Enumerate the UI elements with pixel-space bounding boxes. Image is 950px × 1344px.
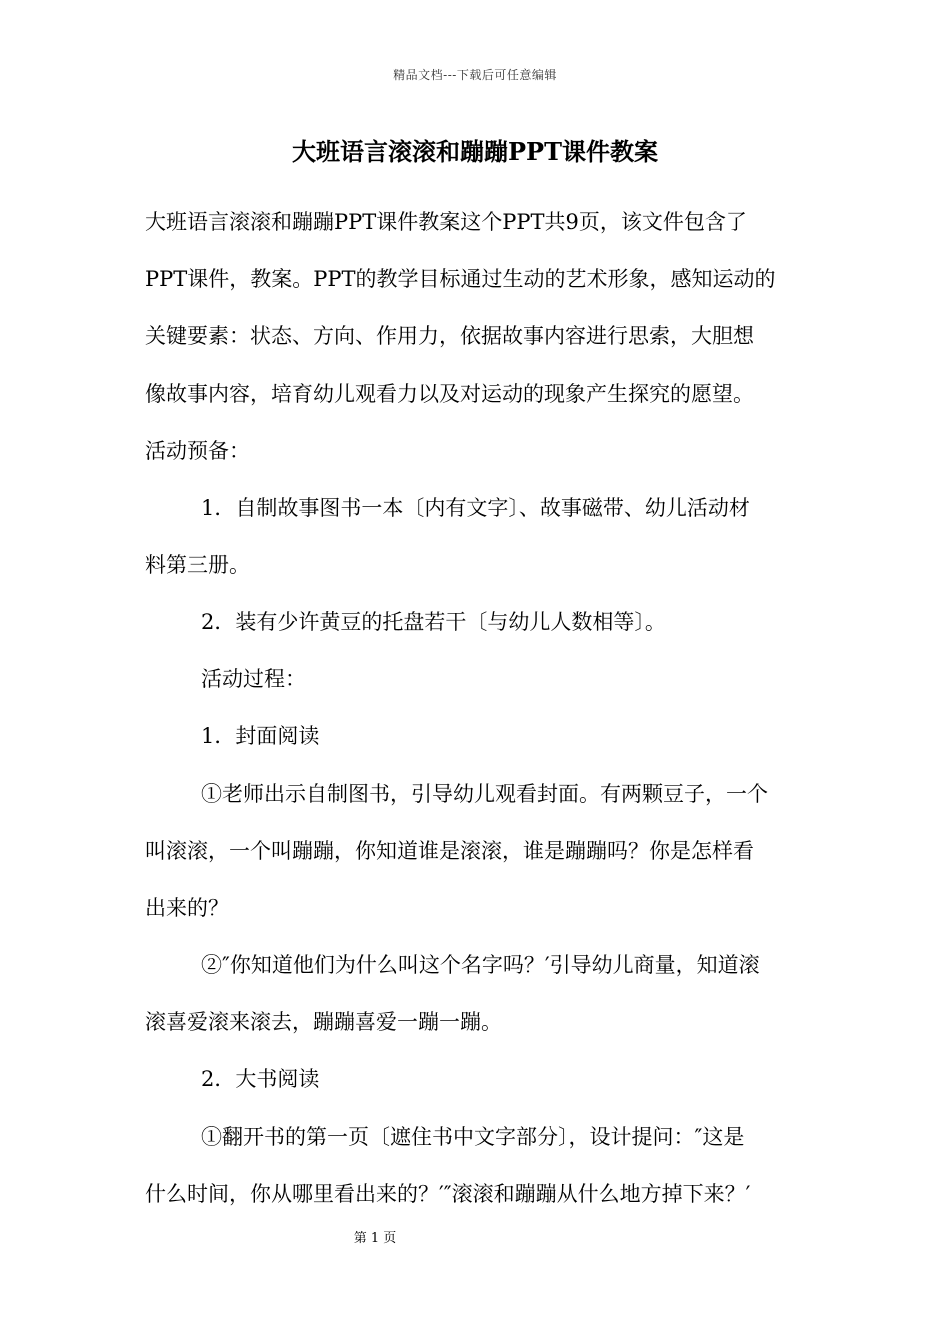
paragraph-line: 料第三册。 (145, 553, 250, 577)
paragraph-line: ①老师出示自制图书，引导幼儿观看封面。有两颗豆子，一个 (201, 782, 768, 806)
paragraph-line: 叫滚滚，一个叫蹦蹦，你知道谁是滚滚，谁是蹦蹦吗？你是怎样看 (145, 839, 754, 863)
paragraph-line: 像故事内容，培育幼儿观看力以及对运动的现象产生探究的愿望。 (145, 382, 754, 406)
section-heading: 活动预备： (145, 439, 250, 463)
subsection-heading: 1．封面阅读 (201, 724, 320, 748)
paragraph-line: 大班语言滚滚和蹦蹦PPT课件教案这个PPT共9页，该文件包含了 (145, 210, 747, 234)
paragraph-line: ②″你知道他们为什么叫这个名字吗？′引导幼儿商量，知道滚 (201, 953, 760, 977)
paragraph-line: 出来的？ (145, 896, 229, 920)
paragraph-line: 滚喜爱滚来滚去，蹦蹦喜爱一蹦一蹦。 (145, 1010, 502, 1034)
section-heading: 活动过程： (201, 667, 306, 691)
page-number: 第 1 页 (353, 1231, 397, 1246)
subsection-heading: 2．大书阅读 (201, 1067, 320, 1091)
paragraph-line: 关键要素：状态、方向、作用力，依据故事内容进行思索，大胆想 (145, 324, 754, 348)
paragraph-line: 什么时间，你从哪里看出来的？′″滚滚和蹦蹦从什么地方掉下来？′ (145, 1182, 751, 1206)
paragraph-line: ①翻开书的第一页〔遮住书中文字部分〕，设计提问：″这是 (201, 1125, 745, 1149)
paragraph-line: 2．装有少许黄豆的托盘若干〔与幼儿人数相等〕。 (201, 610, 666, 634)
paragraph-line: 1．自制故事图书一本〔内有文字〕、故事磁带、幼儿活动材 (201, 496, 750, 520)
header-note: 精品文档---下载后可任意编辑 (393, 68, 557, 82)
document-title: 大班语言滚滚和蹦蹦PPT课件教案 (292, 137, 658, 166)
paragraph-line: PPT课件，教案。PPT的教学目标通过生动的艺术形象，感知运动的 (145, 267, 776, 291)
